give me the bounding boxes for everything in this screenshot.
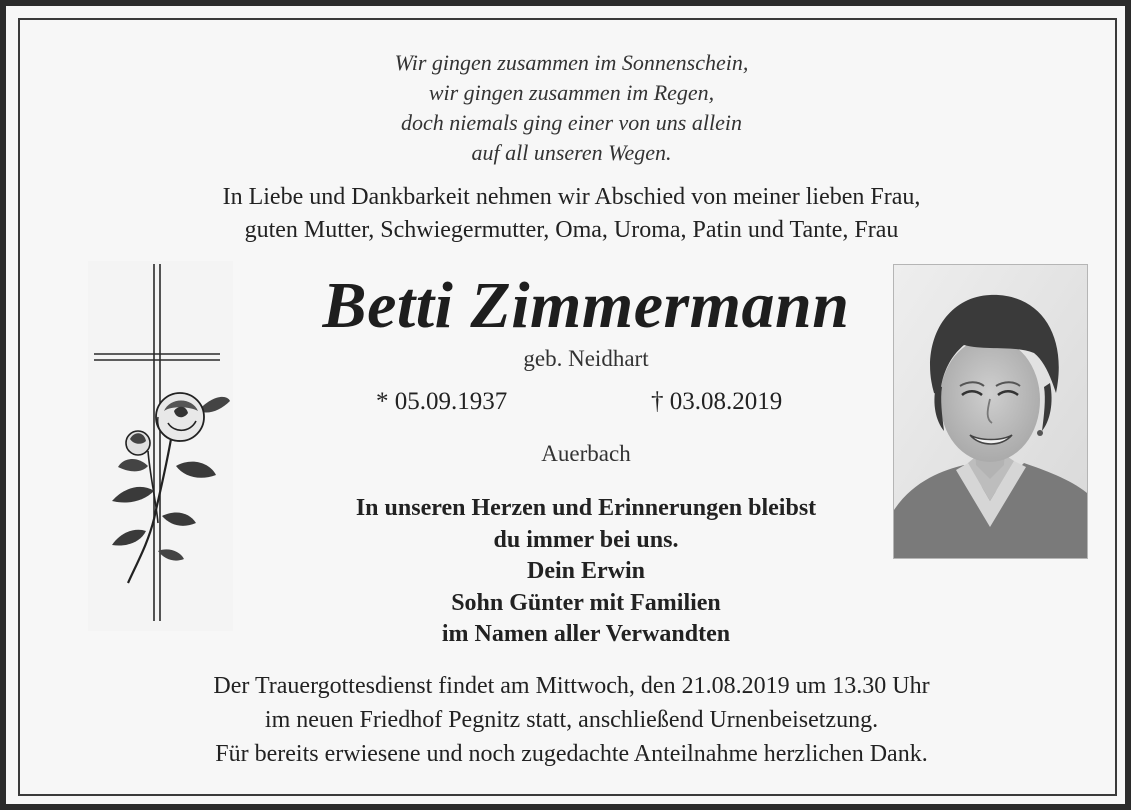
closing-line: In unseren Herzen und Erinnerungen bleibst [355,495,817,521]
poem-line: auf all unseren Wegen. [471,140,672,165]
closing-line: im Namen aller Verwandten [441,621,731,647]
hometown: Auerbach [541,441,631,466]
poem-line: wir gingen zusammen im Regen, [428,80,715,105]
service-info [6,669,1131,771]
closing-text [236,493,936,651]
poem [6,48,1131,168]
birth-date: * 05.09.1937 [376,388,508,415]
intro-line: In Liebe und Dankbarkeit nehmen wir Abschied von meiner lieben Frau, [222,184,921,210]
service-line: im neuen Friedhof Pegnitz statt, anschließend Urnenbeisetzung. [264,707,879,733]
maiden-name: geb. Neidhart [523,346,649,371]
intro-text [6,181,1131,247]
closing-line: du immer bei uns. [493,526,679,553]
portrait-photo [893,264,1088,559]
portrait-image [894,265,1087,558]
service-line: Für bereits erwiesene und noch zugedachte Anteilnahme herzlichen Dank. [215,741,928,767]
deceased-name: Betti Zimmermann [322,269,850,342]
service-line: Der Trauergottesdienst findet am Mittwoch, den 21.08.2019 um 13.30 Uhr [213,673,930,699]
closing-line: Dein Erwin [526,558,645,584]
poem-line: doch niemals ging einer von uns allein [401,110,742,135]
cross-with-rose-icon [88,261,233,631]
intro-line: guten Mutter, Schwiegermutter, Oma, Uroma, Patin und Tante, Frau [244,217,899,243]
death-date: † 03.08.2019 [651,388,783,415]
closing-line: Sohn Günter mit Familien [451,589,721,616]
poem-line: Wir gingen zusammen im Sonnenschein, [394,50,749,75]
